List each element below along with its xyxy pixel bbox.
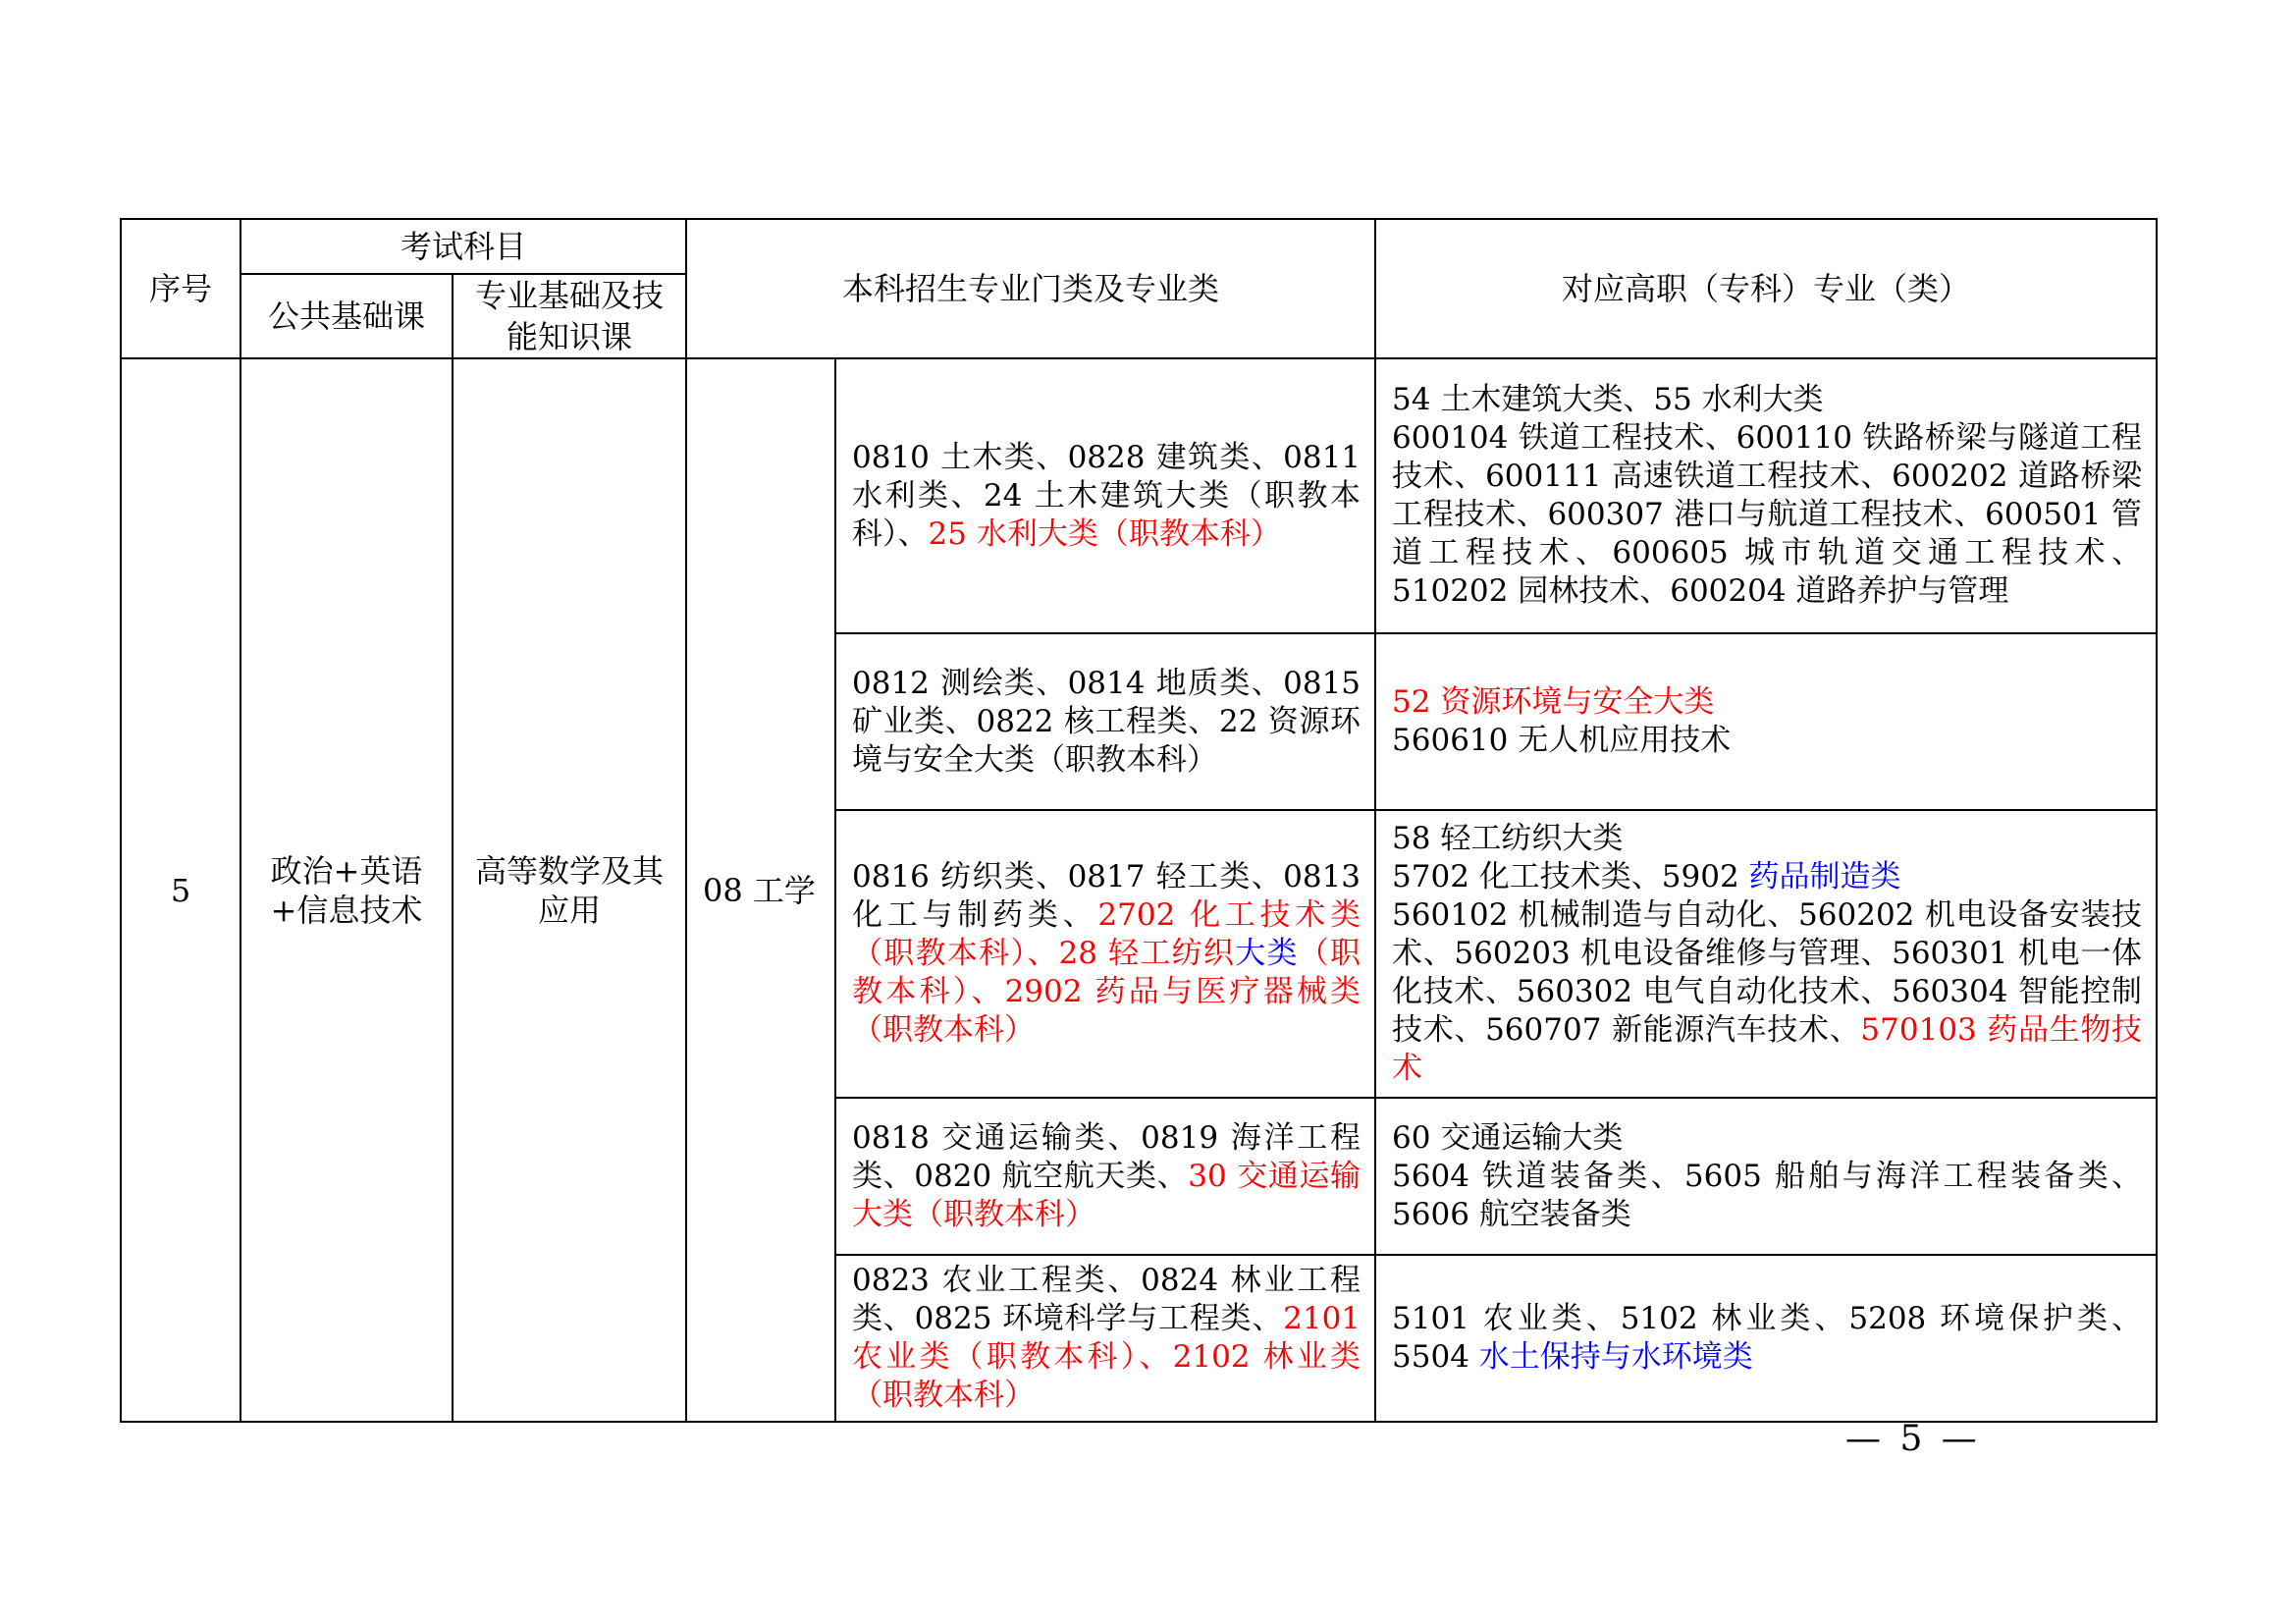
text-segment: 0816 纺织类、0817 轻工类、0813 化工与制药类、 bbox=[852, 859, 1362, 933]
text-segment: 2101 农业类（职教本科）、2102 林业类（职教本科） bbox=[852, 1301, 1362, 1413]
vocational-cell bbox=[1375, 810, 2157, 1098]
text-segment: 600104 铁道工程技术、600110 铁路桥梁与隧道工程技术、600111 高速铁道工程技术、600202 道路桥梁工程技术、600307 港口与航道工程技术、600501 管道工程技术、600605 城市轨道交通工程技术、510202 园林技术、600204 道路养护与管理 bbox=[1392, 420, 2143, 609]
text-segment: （职教本科）、2902 药品与医疗器械类（职教本科） bbox=[852, 936, 1362, 1048]
text-segment: 560102 机械制造与自动化、560202 机电设备安装技术、560203 机电设备维修与管理、560301 机电一体化技术、560302 电气自动化技术、560304 智能控制技术、560707 新能源汽车技术、 bbox=[1392, 897, 2143, 1048]
undergrad-cell bbox=[835, 810, 1375, 1098]
header-undergrad-majors: 本科招生专业门类及专业类 bbox=[686, 219, 1375, 358]
vocational-cell bbox=[1375, 633, 2157, 810]
row-seq: 5 bbox=[121, 358, 240, 1422]
text-segment: 5604 铁道装备类、5605 船舶与海洋工程装备类、5606 航空装备类 bbox=[1392, 1158, 2143, 1232]
undergrad-cell bbox=[835, 358, 1375, 633]
row-category: 08 工学 bbox=[686, 358, 835, 1422]
row-public-course: 政治+英语+信息技术 bbox=[240, 358, 453, 1422]
text-segment: 0810 土木类、0828 建筑类、0811 水利类、24 土木建筑大类（职教本科）、 bbox=[852, 439, 1362, 552]
text-segment: 52 资源环境与安全大类 bbox=[1392, 684, 1715, 720]
text-segment: 25 水利大类（职教本科） bbox=[928, 515, 1281, 552]
text-segment: 5702 化工技术类、5902 bbox=[1392, 859, 1749, 894]
header-row-1 bbox=[121, 219, 2157, 274]
vocational-cell bbox=[1375, 1255, 2157, 1422]
header-vocational-majors: 对应高职（专科）专业（类） bbox=[1375, 219, 2157, 358]
header-professional-course: 专业基础及技能知识课 bbox=[453, 274, 686, 358]
table-row bbox=[121, 358, 2157, 633]
page-number: — 5 — bbox=[1845, 1419, 1981, 1459]
text-segment: 560610 无人机应用技术 bbox=[1392, 723, 1732, 758]
text-segment: 0818 交通运输类、0819 海洋工程类、0820 航空航天类、 bbox=[852, 1119, 1362, 1194]
admission-table bbox=[120, 218, 2158, 1423]
text-segment: 大类 bbox=[1235, 936, 1299, 971]
text-segment: 0812 测绘类、0814 地质类、0815 矿业类、0822 核工程类、22 资源环境与安全大类（职教本科） bbox=[852, 665, 1362, 778]
header-seq: 序号 bbox=[121, 219, 240, 358]
text-segment: 水土保持与水环境类 bbox=[1478, 1339, 1753, 1375]
vocational-cell bbox=[1375, 358, 2157, 633]
undergrad-cell bbox=[835, 1255, 1375, 1422]
row-professional-course: 高等数学及其应用 bbox=[453, 358, 686, 1422]
header-public-course: 公共基础课 bbox=[240, 274, 453, 358]
text-segment: 2702 化工技术类（职教本科）、28 轻工纺织 bbox=[852, 897, 1362, 971]
text-segment: 570103 药品生物技术 bbox=[1392, 1012, 2143, 1086]
text-segment: 60 交通运输大类 bbox=[1392, 1119, 1624, 1156]
text-segment: 58 轻工纺织大类 bbox=[1392, 821, 1624, 856]
header-exam-subjects: 考试科目 bbox=[240, 219, 686, 274]
vocational-cell bbox=[1375, 1098, 2157, 1255]
text-segment: 54 土木建筑大类、55 水利大类 bbox=[1392, 382, 1824, 417]
undergrad-cell bbox=[835, 633, 1375, 810]
text-segment: 药品制造类 bbox=[1748, 859, 1901, 894]
text-segment: 30 交通运输大类（职教本科） bbox=[852, 1158, 1362, 1232]
text-segment: 0823 农业工程类、0824 林业工程类、0825 环境科学与工程类、 bbox=[852, 1263, 1362, 1336]
text-segment: 5101 农业类、5102 林业类、5208 环境保护类、5504 bbox=[1392, 1301, 2143, 1375]
undergrad-cell bbox=[835, 1098, 1375, 1255]
